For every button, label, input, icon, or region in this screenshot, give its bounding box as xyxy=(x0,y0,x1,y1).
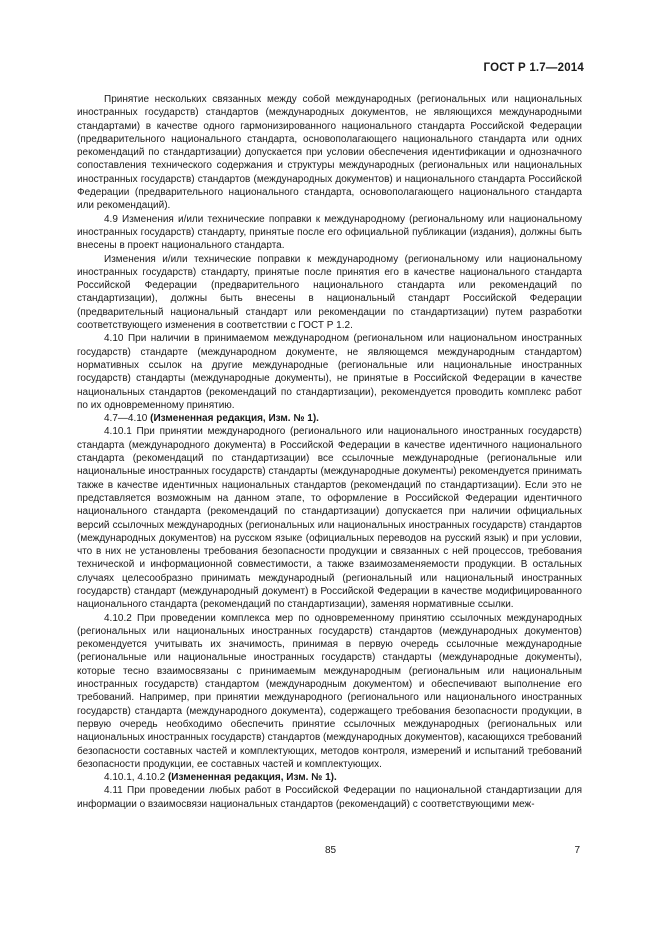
document-body xyxy=(77,93,582,811)
amendment-note-ref: 4.7—4.10 xyxy=(104,413,151,425)
sheet-number: 7 xyxy=(574,845,580,856)
paragraph-4-10: 4.10 При наличии в принимаемом международном (региональном или национальном иностранных государств) стандарте (международном документе, не являющемся международным стандартом) нормативных ссылок на другие международные (региональные или национальные иностранных государств) стандарты (международные документы), не принятые в Российской Федерации в качестве национальных стандартов (рекомендаций по стандартизации), рекомендуется проводить комплекс работ по их одновременному принятию. xyxy=(77,333,582,411)
paragraph-4-9-amendments: Изменения и/или технические поправки к международному (региональному или национальному иностранных государств) стандарту, принятые после принятия его в качестве национального стандарта Российской Федерации (предварительного национального стандарта или рекомендаций по стандартизации), должны быть внесены в национальный стандарт Российской Федерации (предварительный национальный стандарт или рекомендации по стандартизации) путем разработки соответствующего изменения в соответствии с ГОСТ Р 1.2. xyxy=(77,253,582,332)
paragraph-4-11: 4.11 При проведении любых работ в Российской Федерации по национальной стандартизации для информации о взаимосвязи национальных стандартов (рекомендаций) с соответствующими меж- xyxy=(77,785,582,810)
amendment-note-4-10-1-4-10-2 xyxy=(77,771,582,784)
amendment-note-label: (Измененная редакция, Изм. № 1). xyxy=(150,413,319,425)
document-header: ГОСТ Р 1.7—2014 xyxy=(483,62,584,74)
paragraph-4-10-1: 4.10.1 При принятии международного (регионального или национального иностранных государств) стандарта (международного документа) в Российской Федерации в качестве идентичного национального стандарта (рекомендаций по стандартизации) все ссылочные международные (региональные или национальные иностранных государств) стандарты (международные документы) рекомендуется принимать также в качестве идентичных национальных стандартов (рекомендаций по стандартизации). Если это не представляется возможным на данном этапе, то оформление в Российской Федерации идентичного национального стандарта (рекомендаций по стандартизации) допускается при наличии официальных версий ссылочных международных (региональных или национальных иностранных государств) стандартов (международных документов) на русском языке (официальных переводов на русский язык) и при условии, что в них не установлены требования безопасности продукции и связанных с ней процессов, требования технической и информационной совместимости, а также взаимозаменяемости продукции. В остальных случаях целесообразно принимать международный (региональный или национальный иностранных государств) стандарт (международный документ) в Российской Федерации в качестве модифицированного национального стандарта (рекомендаций по стандартизации), заменяя нормативные ссылки. xyxy=(77,426,582,611)
paragraph-4-10-2: 4.10.2 При проведении комплекса мер по одновременному принятию ссылочных международных (региональных или национальных иностранных государств) стандартов (международных документов) рекомендуется учитывать их значимость, принимая в первую очередь ссылочные международные (региональные или национальные иностранных государств) стандарты (международные документы), которые тесно взаимосвязаны с принимаемым международным (региональным или национальным иностранных государств) стандартом (международным документом) и обеспечивают выполнение его требований. Например, при принятии международного (регионального или национального иностранных государств) стандарта (международного документа), содержащего требования безопасности продукции, в первую очередь необходимо обеспечить принятие ссылочных международных (региональных или национальных иностранных государств) стандартов (международных документов), касающихся требований безопасности составных частей и комплектующих, методов контроля, измерений и испытаний требований безопасности продукции, ее составных частей и комплектующих. xyxy=(77,612,582,770)
paragraph-4-9: 4.9 Изменения и/или технические поправки к международному (региональному или национальному иностранных государств) стандарту, принятые после его официальной публикации (издания), должны быть внесены в проект национального стандарта. xyxy=(77,213,582,252)
paragraph-1: Принятие нескольких связанных между собой международных (региональных или национальных иностранных государств) стандартов (международных документов, не являющихся международными стандартами) в качестве одного гармонизированного национального стандарта Российской Федерации (предварительного национального стандарта, основополагающего национального стандарта или одних рекомендаций по стандартизации) допускается при условии обеспечения идентификации и однозначного сопоставления технического содержания и структуры международных (региональных или национальных иностранных государств) стандартов (международных документов) и национального стандарта Российской Федерации (предварительного национального стандарта, основополагающего национального стандарта или рекомендаций). xyxy=(77,94,582,212)
page-number: 85 xyxy=(324,845,337,856)
amendment-note-label: (Измененная редакция, Изм. № 1). xyxy=(167,772,337,784)
amendment-note-ref: 4.10.1, 4.10.2 xyxy=(104,772,168,784)
amendment-note-4-7-4-10 xyxy=(77,412,582,425)
